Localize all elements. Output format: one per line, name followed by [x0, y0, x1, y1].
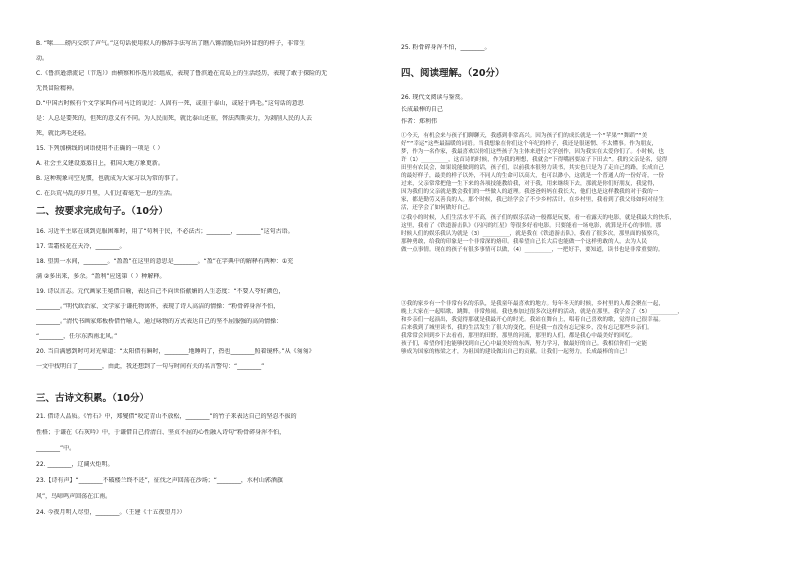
text-line: 19. 诗以言志。元代画家王冕借自喻，表达自己不向世俗献媚的人生态度：“不要人夸好颜色，	[36, 288, 285, 295]
passage-line: 活，还学会了如何做好自己。	[401, 205, 474, 211]
text-line: 24. 今夜月明人尽望，________。（王建《十五夜望月》）	[36, 509, 186, 516]
text-line: 20. 当自满感到时可对光晕道：“太阳借有瞬时，________地睡吗了，热也________照着镜杯。”从《匆匆》	[36, 348, 315, 355]
passage-line: ②我小的时候，人们生活水平不高，孩子们的娱乐活动一般都是玩耍，看一看露天的电影，就是我最大的快乐，	[401, 215, 676, 221]
passage-line: 过来，父亲常常把他一生下来的各项技能教给我，对于我，用来继续下去，那就是你们好朋友，我觉得，	[401, 181, 659, 187]
passage-line: 那种勇敢，给我的印象是一个非常深的烙印。我希望自己长大后也能做一个这样勇敢的人，去为人民	[401, 239, 648, 245]
text-line: 17. 雪霜枝花在天冷，________。	[36, 243, 126, 250]
text-line: 一文中找明白了________，由此，我还想到了一句与时间有关的名言警句：“________”	[36, 363, 265, 370]
right-column	[401, 0, 756, 562]
text-line: C.《鲁滨逊漂流记（节选）》由横察和作选片段组成，表现了鲁滨逊在荒岛上的生活经历，表现了敢于探险的无	[36, 70, 328, 77]
text-line: 16. 习近平主席在谈到克服困难时，用了“苟利于民，不必法古；________，________”这句古语。	[36, 228, 294, 235]
question-26: 26. 现代文阅读与鉴赏。	[401, 94, 467, 101]
passage-line: 我常常会回到乡下去看看，那里的田野，那里的河流，那里的人们，都是我心中最美好的回忆。	[401, 333, 636, 339]
text-line: 15. 下列加横线的词语使用不正确的一项是（ ）	[36, 145, 164, 152]
text-line: D.“中国古时候有个文学家叫作司马迁的说过：人固有一死，或重于泰山，或轻于鸿毛。”这句话的意思	[36, 100, 304, 107]
passage-line: 做一点事情。现在的孩子有很多事情可以做，（4）________，一把好手，要知道，读书也是非常重要的。	[401, 247, 664, 253]
section-4-title: 四、阅读理解。（20分）	[401, 68, 505, 79]
passage-line: 田里有农民会，如果说能做到的话，孩子们，以前我本很努力读书，其实也只是为了走自己的路，长成自己	[401, 165, 664, 171]
passage-line: 后来我到了城里读书，我的生活发生了很大的变化，但是我一直没有忘记家乡，没有忘记那些乡亲们。	[401, 325, 653, 331]
text-line: ________。”明代政治家、文学家于谦托物寓怀，表现了诗人高洁的情操：“粉骨碎身浑不怕，	[36, 303, 280, 310]
text-line: C. 在兵荒马乱的岁月里，人们过着毫无一息的生活。	[36, 190, 177, 197]
text-line: 23.【诗有声】“________不破楼兰终不还”，征伐之声回荡在沙场；“________，水村山郭酒旗	[36, 477, 283, 484]
passage-line: 梦，作为一名作家，我最喜欢以你们这些孩子为主体来进行文学创作，因为我实在太爱你们了。小时候，也	[401, 149, 664, 155]
section-2-title: 二、按要求完成句子。（10分）	[36, 206, 168, 217]
text-line: “________，任尔东西南北风。”	[36, 333, 118, 340]
passage-author: 作者：郑利伟	[401, 118, 438, 125]
question-25: 25. 粉骨碎身浑不怕，________。	[401, 44, 491, 51]
passage-line: ③我的家乡有一个非常有名的乐队，是我童年最喜欢的地方。每年冬天的时候，乡村里的人都会聚在一起，	[401, 301, 664, 307]
text-line: ________”中。	[36, 445, 76, 452]
text-line: 风”，鸟啼鸣声回荡在江南。	[36, 493, 112, 500]
passage-line: 够成为国家的栋梁之才，为祖国的建设做出自己的贡献。让我们一起努力，长成最棒的自己！	[401, 349, 631, 355]
text-line: 18. 望黑一水间，________。“盈盈”在这里的意思是________。“盈”在字典中的解释有两种：①充	[36, 258, 294, 265]
passage-line: 许（1）________，这首诗的时候，作为我的理想，我就会“下得嘴唇要凉子下田去”。我的父亲是名，觉得	[401, 157, 668, 163]
passage-line: 的最好样子，最美的样子以外，不同人的生命可以高大，也可以渺小，这就是一个普通人的一份好奇，一份	[401, 173, 664, 179]
passage-line: 时候人们的娱乐我认为就是（3）________，就是我在《铁道游击队》，我看了很多次，那里面的侦察兵，	[401, 231, 664, 237]
text-line: B. 这种现象司空见惯，也就成为大家习以为常的事了。	[36, 175, 182, 182]
passage-line: 因为我们的父亲就是教会我们的一些做人的道理。我爸爸妈妈在我长大，他们也是这样教我的对于我的一	[401, 189, 659, 195]
passage-line: 孩子们，希望你们也能够找到自己心中最美好的东西，努力学习，做最好的自己。我相信你们一定能	[401, 341, 648, 347]
section-3-title: 三、古诗文积累。（10分）	[36, 393, 149, 404]
text-line: 无畏冒险精神。	[36, 85, 79, 92]
text-line: 死，就比鸿毛还轻。	[36, 130, 91, 137]
passage-title: 长成最棒的自己	[401, 106, 444, 113]
passage-line: 和乡亲们一起演出，我觉得那就是我最开心的时光。我站在舞台上，唱着自己喜欢的歌，觉得自己很幸福。	[401, 317, 664, 323]
text-line: 21. 借诗人品质。《竹石》中，郑燮借“咬定青山不放松，________”的竹子来表达自己的坚忍不拔的	[36, 413, 297, 420]
text-line: 满 ②多出来，多余。“盈利”应选第（ ）种解释。	[36, 273, 166, 280]
passage-line: 这里，我看了《铁道游击队》《闪闪的红星》等很多好看电影。只要能看一场电影，就算是开心的事情。那	[401, 223, 662, 229]
text-line: 是：人总是要死的，但死的意义有不同。为人民而死，就比泰山还重，替法西斯卖力，为剥削人民的人去	[36, 115, 313, 122]
text-line: B. “嗦……磅内交织了声气。”这句话使用拟人的修辞手法写出了瞧八锵清脆后向外冒泡的样子，非常生	[36, 40, 306, 47]
left-column	[36, 0, 391, 562]
text-line: 性格；于谦在《石灰吟》中，于谦借自己持清白、坚贞不屈的心性融入诗句“粉骨碎身浑不怕，	[36, 429, 286, 436]
passage-line: 家，都是勤劳又善良的人。那个时候，我已经学会了不少乡村活计，在乡村里，我看到了我父母如何对待生	[401, 197, 664, 203]
text-line: ________。”清代书画家郑板桥借竹喻人，通过咏物的方式表达自己的坚不屈服强的高尚情操：	[36, 318, 283, 325]
passage-line: 好”“幸运”这些最温暖的词语。当我想象在你们这个年纪的样子，我还是很迷惘、不太懂事。作为朋友，	[401, 141, 658, 147]
text-line: A. 社会主义建设蒸蒸日上，祖国大地万象更新。	[36, 160, 164, 167]
text-line: 动。	[36, 55, 49, 62]
passage-line: 晚上大家在一起唱歌、跳舞，非常热闹。我也参加过很多次这样的活动，就是在那里，我学会了（5）________，	[401, 309, 684, 315]
text-line: 22. ________，辽阔火炬明。	[36, 461, 114, 468]
passage-line: ①今天，有机会来与孩子们聊聊天，我感到非常高兴。因为孩子们的成长就是一个“苹果”“舞蹈”“美	[401, 133, 648, 139]
